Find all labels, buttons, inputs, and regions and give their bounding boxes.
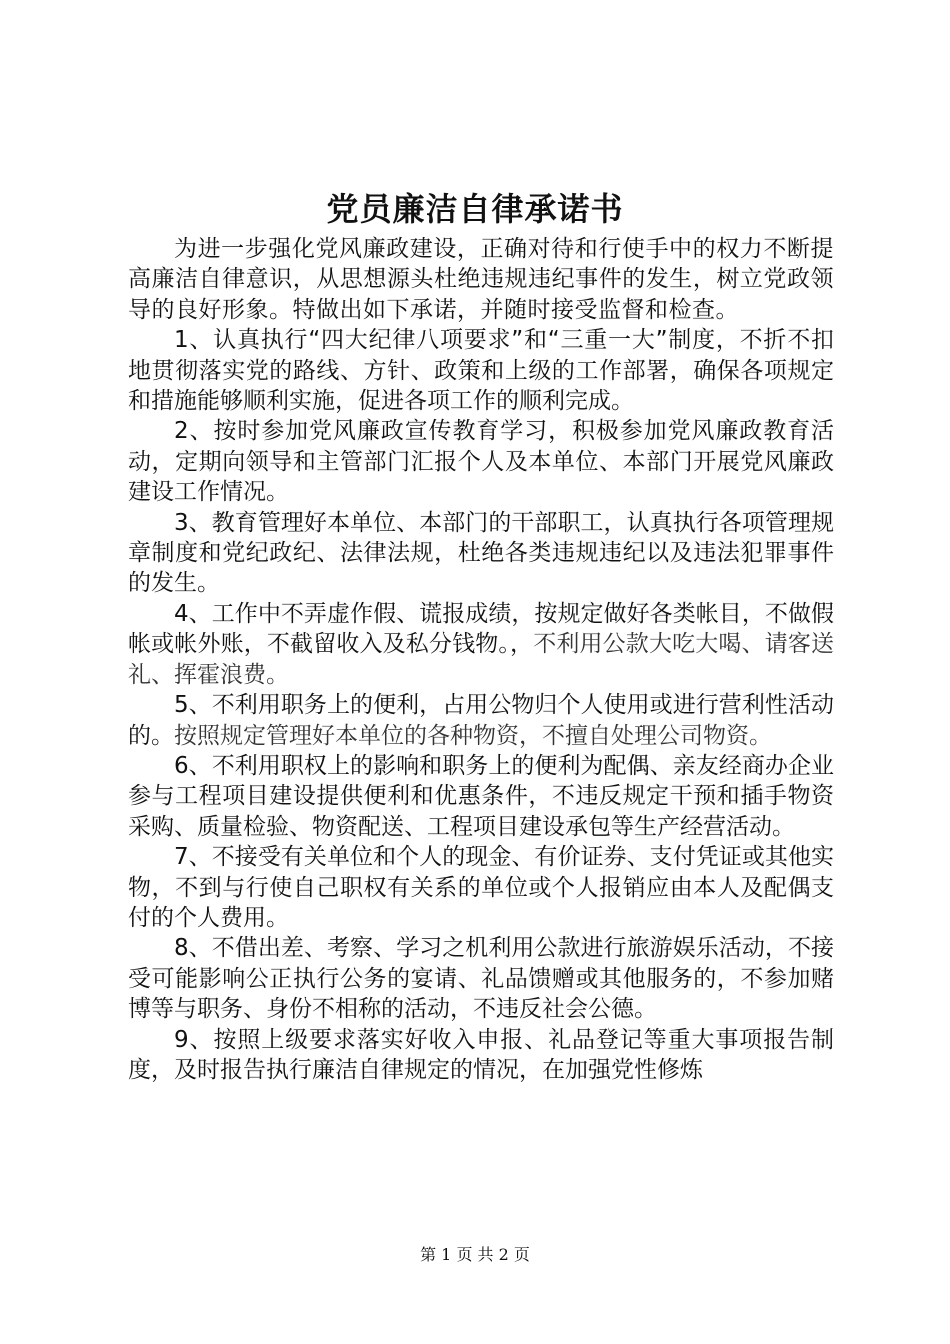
list-item xyxy=(128,690,834,751)
item-text: 3、教育管理好本单位、本部门的干部职工，认真执行各项管理规章制度和党纪政纪、法律法规，杜绝各类违规违纪以及违法犯罪事件的发生。 xyxy=(128,509,834,597)
document-title: 党员廉洁自律承诺书 xyxy=(326,190,624,228)
list-item xyxy=(128,325,834,416)
item-text-tail: 按照规定管理好本单位的各种物资，不擅自处理公司物资。 xyxy=(174,722,772,749)
list-item xyxy=(128,842,834,933)
item-text: 6、不利用职权上的影响和职务上的便利为配偶、亲友经商办企业参与工程项目建设提供便利和优惠条件，不违反规定干预和插手物资采购、质量检验、物资配送、工程项目建设承包等生产经营活动。 xyxy=(128,752,834,840)
item-text: 1、认真执行“四大纪律八项要求”和“三重一大”制度，不折不扣地贯彻落实党的路线、方针、政策和上级的工作部署，确保各项规定和措施能够顺利实施，促进各项工作的顺利完成。 xyxy=(128,327,834,415)
item-text: 4、工作中不弄虚作假、谎报成绩，按规定做好各类帐目，不做假帐或帐外账，不截留收入及私分钱物。， xyxy=(128,600,834,658)
list-item xyxy=(128,508,834,599)
list-item xyxy=(128,416,834,507)
list-item xyxy=(128,933,834,1024)
list-item xyxy=(128,751,834,842)
item-text-tail: 不利用公款大吃大喝、请客送礼、挥霍浪费。 xyxy=(128,631,835,688)
item-text: 5、不利用职务上的便利，占用公物归个人使用或进行营利性活动的。 xyxy=(128,692,834,749)
document-body xyxy=(128,234,834,1085)
item-text: 7、不接受有关单位和个人的现金、有价证券、支付凭证或其他实物，不到与行使自己职权有关系的单位或个人报销应由本人及配偶支付的个人费用。 xyxy=(128,844,834,931)
item-text: 8、不借出差、考察、学习之机利用公款进行旅游娱乐活动，不接受可能影响公正执行公务的宴请、礼品馈赠或其他服务的，不参加赌博等与职务、身份不相称的活动，不违反社会公德。 xyxy=(128,935,834,1023)
list-item xyxy=(128,599,834,690)
page-number: 第 1 页 共 2 页 xyxy=(420,1245,530,1264)
intro-paragraph: 为进一步强化党风廉政建设，正确对待和行使手中的权力不断提高廉洁自律意识，从思想源头杜绝违规违纪事件的发生，树立党政领导的良好形象。特做出如下承诺，并随时接受监督和检查。 xyxy=(128,236,834,323)
item-text: 9、按照上级要求落实好收入申报、礼品登记等重大事项报告制度，及时报告执行廉洁自律规定的情况，在加强党性修炼 xyxy=(128,1026,834,1083)
list-item xyxy=(128,1025,834,1086)
item-text: 2、按时参加党风廉政宣传教育学习，积极参加党风廉政教育活动，定期向领导和主管部门汇报个人及本单位、本部门开展党风廉政建设工作情况。 xyxy=(128,418,834,506)
